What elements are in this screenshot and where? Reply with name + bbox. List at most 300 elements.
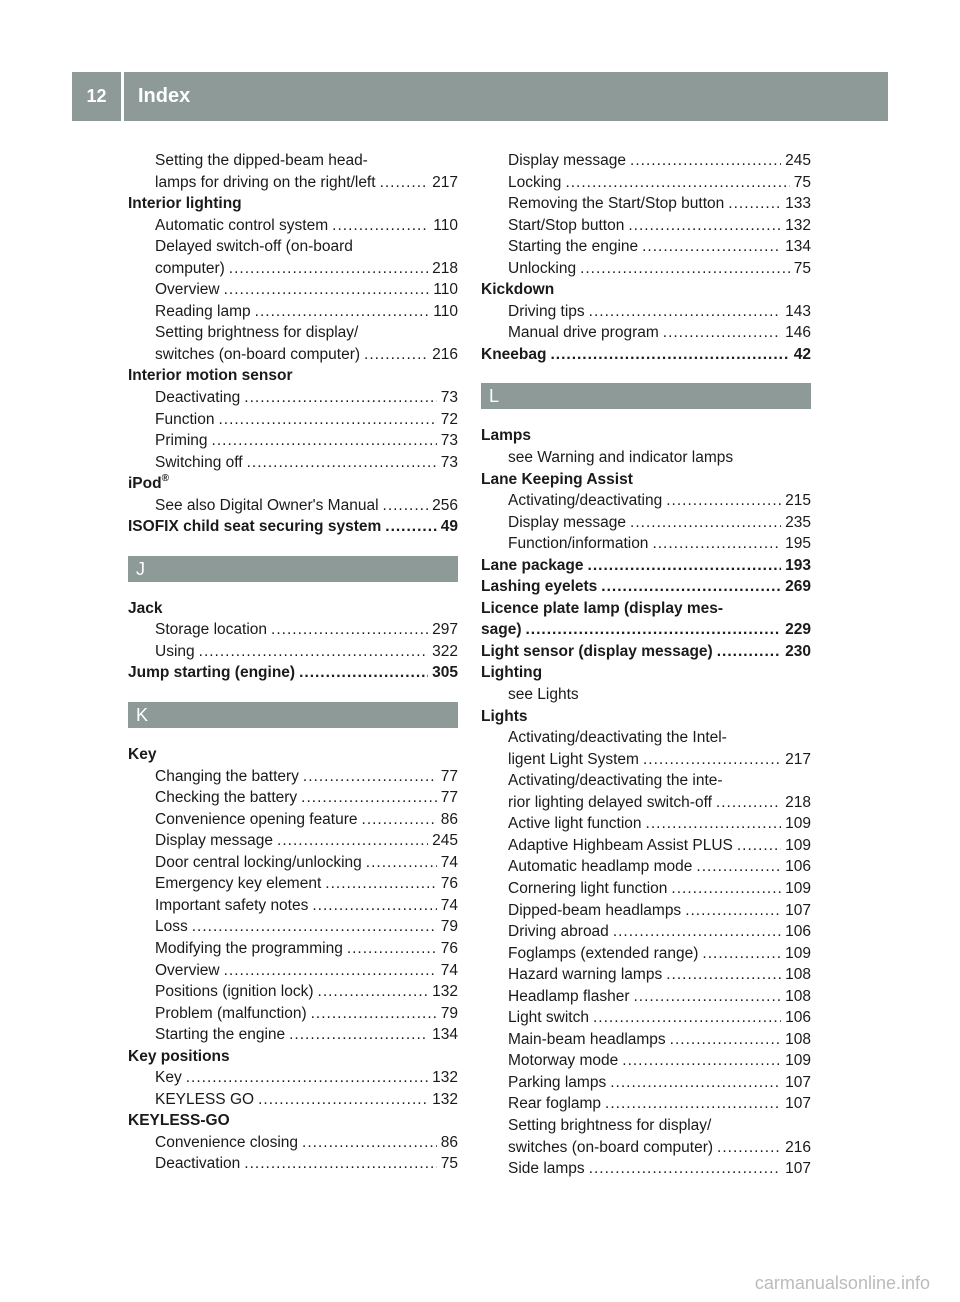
index-subentry[interactable] bbox=[481, 943, 811, 965]
page-reference[interactable]: 218 bbox=[785, 793, 811, 811]
index-subentry[interactable] bbox=[128, 766, 458, 788]
index-subentry[interactable] bbox=[481, 512, 811, 534]
entry-text bbox=[155, 809, 358, 831]
page-reference[interactable]: 77 bbox=[440, 789, 458, 807]
dot-leader bbox=[385, 516, 436, 538]
entry-label: Lights bbox=[481, 707, 528, 725]
entry-text bbox=[508, 1115, 711, 1137]
entry-text bbox=[155, 830, 273, 852]
page-reference[interactable]: 49 bbox=[440, 518, 458, 536]
index-subentry[interactable] bbox=[481, 986, 811, 1008]
entry-text bbox=[155, 409, 214, 431]
entry-text bbox=[508, 533, 648, 555]
index-subentry[interactable] bbox=[128, 279, 458, 301]
entry-text bbox=[508, 1093, 601, 1115]
entry-label: Rear foglamp bbox=[508, 1095, 602, 1113]
page-reference[interactable]: 74 bbox=[440, 853, 458, 871]
index-subentry bbox=[481, 1115, 811, 1137]
index-subentry[interactable] bbox=[481, 1093, 811, 1115]
entry-label: Delayed switch-off (on-board bbox=[155, 238, 353, 256]
entry-text bbox=[508, 835, 733, 857]
index-entry[interactable] bbox=[481, 641, 811, 663]
entry-text bbox=[508, 684, 579, 706]
entry-text bbox=[155, 387, 240, 409]
index-subentry[interactable] bbox=[481, 193, 811, 215]
entry-label: Positions (ignition lock) bbox=[155, 983, 314, 1001]
entry-text bbox=[508, 512, 626, 534]
index-entry bbox=[481, 279, 811, 301]
dot-leader bbox=[670, 1029, 781, 1051]
index-subentry[interactable] bbox=[481, 1007, 811, 1029]
index-subentry[interactable] bbox=[128, 873, 458, 895]
index-subentry bbox=[128, 150, 458, 172]
entry-label: Activating/deactivating the inte- bbox=[508, 772, 723, 790]
entry-label: Problem (malfunction) bbox=[155, 1004, 307, 1022]
entry-text bbox=[155, 1003, 307, 1025]
entry-text bbox=[508, 986, 629, 1008]
index-entry bbox=[128, 1046, 458, 1068]
index-subentry[interactable] bbox=[128, 258, 458, 280]
index-subentry[interactable] bbox=[128, 1089, 458, 1111]
page-number: 12 bbox=[72, 72, 124, 121]
page-reference[interactable]: 193 bbox=[785, 556, 811, 574]
page-reference[interactable]: 110 bbox=[433, 216, 458, 234]
watermark: carmanualsonline.info bbox=[754, 1273, 930, 1293]
page-reference[interactable]: 108 bbox=[785, 987, 811, 1005]
index-subentry[interactable] bbox=[128, 215, 458, 237]
entry-text bbox=[155, 852, 362, 874]
index-subentry[interactable] bbox=[481, 322, 811, 344]
entry-text bbox=[508, 193, 724, 215]
page-reference[interactable]: 132 bbox=[785, 216, 811, 234]
entry-text bbox=[155, 1132, 298, 1154]
entry-label: Removing the Start/Stop button bbox=[508, 195, 725, 213]
page-reference[interactable]: 109 bbox=[785, 815, 811, 833]
page-reference[interactable]: 73 bbox=[440, 432, 458, 450]
index-subentry[interactable] bbox=[128, 641, 458, 663]
entry-label: Overview bbox=[155, 281, 220, 299]
page-reference[interactable]: 75 bbox=[793, 259, 811, 277]
page-reference[interactable]: 109 bbox=[785, 1052, 811, 1070]
entry-label: Setting the dipped-beam head- bbox=[155, 152, 368, 169]
entry-text bbox=[481, 662, 542, 684]
entry-label: KEYLESS GO bbox=[155, 1090, 255, 1108]
entry-label: sage) bbox=[481, 621, 522, 639]
index-subentry[interactable] bbox=[128, 387, 458, 409]
index-subentry[interactable] bbox=[128, 301, 458, 323]
page-reference[interactable]: 76 bbox=[440, 939, 458, 957]
entry-text bbox=[155, 981, 314, 1003]
dot-leader bbox=[622, 1050, 781, 1072]
entry-text bbox=[128, 516, 381, 538]
dot-leader bbox=[610, 1072, 781, 1094]
page-reference[interactable]: 256 bbox=[432, 496, 458, 514]
page-reference[interactable]: 107 bbox=[785, 1095, 811, 1113]
page-reference[interactable]: 109 bbox=[785, 879, 811, 897]
entry-text bbox=[481, 425, 531, 447]
entry-text bbox=[508, 172, 561, 194]
index-subentry[interactable] bbox=[481, 964, 811, 986]
entry-text bbox=[481, 641, 713, 663]
page-reference[interactable]: 216 bbox=[432, 345, 458, 363]
entry-text bbox=[508, 943, 698, 965]
entry-label: Adaptive Highbeam Assist PLUS bbox=[508, 836, 733, 854]
index-subentry[interactable] bbox=[128, 895, 458, 917]
dot-leader bbox=[362, 809, 437, 831]
page-reference[interactable]: 86 bbox=[440, 810, 458, 828]
entry-label: switches (on-board computer) bbox=[155, 345, 361, 363]
entry-text bbox=[508, 322, 659, 344]
page-reference[interactable]: 106 bbox=[785, 1009, 811, 1027]
section-letter: K bbox=[128, 702, 458, 728]
page-reference[interactable]: 235 bbox=[785, 513, 811, 531]
dot-leader bbox=[364, 344, 428, 366]
entry-label: Function bbox=[155, 410, 215, 428]
index-entry[interactable] bbox=[481, 344, 811, 366]
index-subentry[interactable] bbox=[128, 452, 458, 474]
dot-leader bbox=[646, 813, 782, 835]
entry-label: Light switch bbox=[508, 1009, 589, 1027]
index-subentry[interactable] bbox=[481, 813, 811, 835]
page-reference[interactable]: 73 bbox=[440, 389, 458, 407]
page-reference[interactable]: 216 bbox=[785, 1138, 811, 1156]
entry-label: Kickdown bbox=[481, 281, 555, 299]
entry-text bbox=[508, 900, 681, 922]
index-subentry[interactable] bbox=[128, 916, 458, 938]
entry-text bbox=[481, 598, 723, 620]
index-subentry[interactable] bbox=[128, 1153, 458, 1175]
entry-label: Driving abroad bbox=[508, 923, 609, 941]
index-subentry[interactable] bbox=[128, 172, 458, 194]
page-reference[interactable]: 76 bbox=[440, 875, 458, 893]
page-reference[interactable]: 143 bbox=[785, 302, 811, 320]
index-subentry[interactable] bbox=[481, 749, 811, 771]
index-entry[interactable] bbox=[481, 619, 811, 641]
index-subentry[interactable] bbox=[481, 1158, 811, 1180]
entry-label: Automatic headlamp mode bbox=[508, 858, 693, 876]
entry-label: Interior lighting bbox=[128, 195, 242, 213]
dot-leader bbox=[224, 279, 430, 301]
entry-text bbox=[481, 469, 633, 491]
entry-text bbox=[508, 792, 712, 814]
index-subentry[interactable] bbox=[481, 258, 811, 280]
index-subentry[interactable] bbox=[481, 490, 811, 512]
dot-leader bbox=[383, 495, 429, 517]
dot-leader bbox=[593, 1007, 781, 1029]
entry-label: Main-beam headlamps bbox=[508, 1030, 666, 1048]
entry-text bbox=[155, 619, 267, 641]
dot-leader bbox=[301, 787, 437, 809]
section-letter: L bbox=[481, 383, 811, 409]
page-reference[interactable]: 86 bbox=[440, 1133, 458, 1151]
entry-label: Door central locking/unlocking bbox=[155, 853, 362, 871]
entry-label: Start/Stop button bbox=[508, 216, 625, 234]
page-reference[interactable]: 229 bbox=[785, 621, 811, 639]
entry-text bbox=[155, 641, 195, 663]
index-subentry[interactable] bbox=[128, 344, 458, 366]
entry-label: Unlocking bbox=[508, 259, 577, 277]
entry-label: Deactivation bbox=[155, 1155, 241, 1173]
index-subentry[interactable] bbox=[481, 878, 811, 900]
page-reference[interactable]: 132 bbox=[432, 1069, 458, 1087]
index-subentry[interactable] bbox=[481, 792, 811, 814]
index-entry bbox=[128, 365, 458, 387]
dot-leader bbox=[212, 430, 437, 452]
entry-text bbox=[155, 766, 299, 788]
index-subentry[interactable] bbox=[128, 938, 458, 960]
index-subentry[interactable] bbox=[481, 1050, 811, 1072]
entry-label: Activating/deactivating the Intel- bbox=[508, 729, 727, 747]
entry-label: Starting the engine bbox=[155, 1026, 286, 1044]
dot-leader bbox=[580, 258, 790, 280]
page-reference[interactable]: 77 bbox=[440, 767, 458, 785]
index-subentry[interactable] bbox=[481, 150, 811, 172]
page-header bbox=[72, 72, 888, 121]
entry-text bbox=[155, 787, 297, 809]
dot-leader bbox=[737, 835, 781, 857]
page-reference[interactable]: 215 bbox=[785, 492, 811, 510]
page-reference[interactable]: 75 bbox=[440, 1155, 458, 1173]
page-reference[interactable]: 322 bbox=[432, 642, 458, 660]
entry-text bbox=[155, 236, 353, 258]
page-reference[interactable]: 109 bbox=[785, 944, 811, 962]
entry-label: Driving tips bbox=[508, 302, 585, 320]
page-reference[interactable]: 74 bbox=[440, 961, 458, 979]
entry-label: KEYLESS-GO bbox=[128, 1112, 230, 1130]
entry-label: Changing the battery bbox=[155, 767, 299, 785]
entry-text bbox=[128, 744, 156, 766]
entry-text bbox=[481, 706, 528, 728]
entry-label: Cornering light function bbox=[508, 879, 668, 897]
entry-label: Key bbox=[155, 1069, 182, 1087]
index-subentry[interactable] bbox=[481, 856, 811, 878]
index-subentry[interactable] bbox=[481, 835, 811, 857]
entry-label: Lane package bbox=[481, 556, 584, 574]
index-subentry[interactable] bbox=[481, 236, 811, 258]
index-entry[interactable] bbox=[481, 576, 811, 598]
entry-text bbox=[155, 215, 328, 237]
entry-text bbox=[508, 301, 585, 323]
entry-text bbox=[481, 344, 546, 366]
page-reference[interactable]: 72 bbox=[440, 410, 458, 428]
index-subentry[interactable] bbox=[128, 1024, 458, 1046]
entry-label: Jump starting (engine) bbox=[128, 664, 296, 682]
index-subentry[interactable] bbox=[128, 809, 458, 831]
index-subentry[interactable] bbox=[481, 301, 811, 323]
section-letter: J bbox=[128, 556, 458, 582]
entry-text bbox=[155, 452, 243, 474]
dot-leader bbox=[702, 943, 781, 965]
entry-text bbox=[128, 473, 169, 495]
entry-label: Dipped-beam headlamps bbox=[508, 901, 682, 919]
index-entry bbox=[128, 193, 458, 215]
entry-label: Important safety notes bbox=[155, 896, 309, 914]
entry-label: Kneebag bbox=[481, 345, 547, 363]
entry-text bbox=[481, 619, 522, 641]
entry-label: Checking the battery bbox=[155, 789, 298, 807]
page-reference[interactable]: 245 bbox=[785, 152, 811, 169]
index-subentry[interactable] bbox=[481, 215, 811, 237]
entry-text bbox=[508, 921, 609, 943]
page-reference[interactable]: 110 bbox=[433, 281, 458, 299]
entry-label: Active light function bbox=[508, 815, 642, 833]
page-reference[interactable]: 245 bbox=[432, 832, 458, 850]
page-reference[interactable]: 217 bbox=[785, 750, 811, 768]
index-subentry[interactable] bbox=[481, 1029, 811, 1051]
page-reference[interactable]: 42 bbox=[793, 345, 811, 363]
page-reference[interactable]: 109 bbox=[785, 836, 811, 854]
dot-leader bbox=[589, 1158, 781, 1180]
entry-label: Lighting bbox=[481, 664, 543, 682]
page-reference[interactable]: 305 bbox=[432, 664, 458, 682]
index-subentry[interactable] bbox=[128, 787, 458, 809]
entry-label: Lashing eyelets bbox=[481, 578, 598, 596]
index-subentry[interactable] bbox=[481, 172, 811, 194]
page-reference[interactable]: 132 bbox=[432, 1090, 458, 1108]
index-subentry bbox=[481, 770, 811, 792]
index-entry bbox=[128, 1110, 458, 1132]
entry-label: Convenience opening feature bbox=[155, 810, 358, 828]
index-entry bbox=[481, 598, 811, 620]
entry-label: Display message bbox=[508, 513, 627, 531]
entry-text bbox=[508, 490, 662, 512]
entry-text bbox=[508, 813, 642, 835]
dot-leader bbox=[633, 986, 781, 1008]
index-entry[interactable] bbox=[128, 516, 458, 538]
entry-text bbox=[155, 960, 220, 982]
index-subentry bbox=[481, 684, 811, 706]
index-subentry[interactable] bbox=[128, 430, 458, 452]
entry-text bbox=[155, 873, 321, 895]
index-entry[interactable] bbox=[481, 555, 811, 577]
entry-text bbox=[155, 430, 208, 452]
section-letter-block bbox=[128, 538, 458, 598]
page-reference[interactable]: 107 bbox=[785, 1160, 811, 1178]
page-reference[interactable]: 297 bbox=[432, 621, 458, 639]
index-subentry[interactable] bbox=[128, 852, 458, 874]
page-reference[interactable]: 195 bbox=[785, 535, 811, 553]
entry-text bbox=[128, 598, 162, 620]
dot-leader bbox=[311, 1003, 437, 1025]
entry-text bbox=[128, 662, 295, 684]
dot-leader bbox=[550, 344, 789, 366]
dot-leader bbox=[258, 1089, 428, 1111]
page-reference[interactable]: 73 bbox=[440, 453, 458, 471]
entry-text bbox=[508, 1137, 713, 1159]
page-reference[interactable]: 146 bbox=[785, 324, 811, 342]
entry-label: Activating/deactivating bbox=[508, 492, 663, 510]
page-reference[interactable]: 106 bbox=[785, 858, 811, 876]
page-reference[interactable]: 107 bbox=[785, 1073, 811, 1091]
index-subentry[interactable] bbox=[481, 900, 811, 922]
entry-text bbox=[508, 727, 727, 749]
index-entry bbox=[128, 473, 458, 495]
entry-text bbox=[481, 279, 554, 301]
dot-leader bbox=[192, 916, 437, 938]
page-reference[interactable]: 218 bbox=[432, 259, 458, 277]
entry-label: Light sensor (display message) bbox=[481, 642, 713, 660]
page-reference[interactable]: 108 bbox=[785, 1030, 811, 1048]
entry-label: see Warning and indicator lamps bbox=[508, 449, 734, 467]
entry-text bbox=[155, 916, 188, 938]
index-subentry[interactable] bbox=[481, 1072, 811, 1094]
page-reference[interactable]: 269 bbox=[785, 578, 811, 596]
page-reference[interactable]: 217 bbox=[432, 173, 458, 191]
page-reference[interactable]: 75 bbox=[793, 173, 811, 191]
entry-text bbox=[508, 236, 638, 258]
index-subentry[interactable] bbox=[128, 960, 458, 982]
index-subentry[interactable] bbox=[128, 1132, 458, 1154]
dot-leader bbox=[717, 1137, 781, 1159]
index-subentry[interactable] bbox=[481, 921, 811, 943]
index-entry[interactable] bbox=[128, 662, 458, 684]
page-reference[interactable]: 79 bbox=[440, 918, 458, 936]
entry-label: Storage location bbox=[155, 621, 268, 639]
entry-text bbox=[508, 856, 692, 878]
entry-label: Locking bbox=[508, 173, 562, 191]
page-reference[interactable]: 230 bbox=[785, 642, 811, 660]
entry-text bbox=[508, 1072, 606, 1094]
entry-text bbox=[508, 770, 723, 792]
entry-label: Overview bbox=[155, 961, 220, 979]
entry-label: Function/information bbox=[508, 535, 649, 553]
entry-label: Parking lamps bbox=[508, 1073, 607, 1091]
page-reference[interactable]: 132 bbox=[432, 983, 458, 1001]
section-letter-block bbox=[481, 365, 811, 425]
page-reference[interactable]: 106 bbox=[785, 923, 811, 941]
entry-label: Lamps bbox=[481, 427, 531, 445]
page-reference[interactable]: 74 bbox=[440, 896, 458, 914]
entry-label: see Lights bbox=[508, 686, 579, 704]
entry-label: Interior motion sensor bbox=[128, 367, 293, 385]
entry-label: Modifying the programming bbox=[155, 939, 343, 957]
index-subentry[interactable] bbox=[128, 619, 458, 641]
index-entry bbox=[128, 744, 458, 766]
entry-label: computer) bbox=[155, 259, 225, 277]
index-subentry[interactable] bbox=[481, 1137, 811, 1159]
index-subentry[interactable] bbox=[128, 1067, 458, 1089]
entry-label: Loss bbox=[155, 918, 188, 936]
index-subentry[interactable] bbox=[128, 981, 458, 1003]
page-reference[interactable]: 133 bbox=[785, 195, 811, 213]
page-reference[interactable]: 107 bbox=[785, 901, 811, 919]
index-entry bbox=[481, 425, 811, 447]
index-subentry[interactable] bbox=[481, 533, 811, 555]
index-subentry[interactable] bbox=[128, 495, 458, 517]
entry-label: Key bbox=[128, 746, 157, 764]
entry-label: Side lamps bbox=[508, 1160, 585, 1178]
page-reference[interactable]: 134 bbox=[785, 238, 811, 256]
dot-leader bbox=[299, 662, 428, 684]
index-entry bbox=[128, 598, 458, 620]
dot-leader bbox=[671, 878, 781, 900]
page-reference[interactable]: 134 bbox=[432, 1026, 458, 1044]
dot-leader bbox=[224, 960, 437, 982]
dot-leader bbox=[589, 301, 781, 323]
dot-leader bbox=[244, 387, 436, 409]
entry-text bbox=[481, 576, 597, 598]
dot-leader bbox=[380, 172, 429, 194]
page-reference[interactable]: 110 bbox=[433, 302, 458, 320]
index-subentry[interactable] bbox=[128, 1003, 458, 1025]
index-subentry[interactable] bbox=[128, 830, 458, 852]
index-subentry[interactable] bbox=[128, 409, 458, 431]
dot-leader bbox=[303, 766, 437, 788]
page-reference[interactable]: 79 bbox=[440, 1004, 458, 1022]
entry-label: Automatic control system bbox=[155, 216, 329, 234]
page-reference[interactable]: 108 bbox=[785, 966, 811, 984]
dot-leader bbox=[666, 964, 781, 986]
